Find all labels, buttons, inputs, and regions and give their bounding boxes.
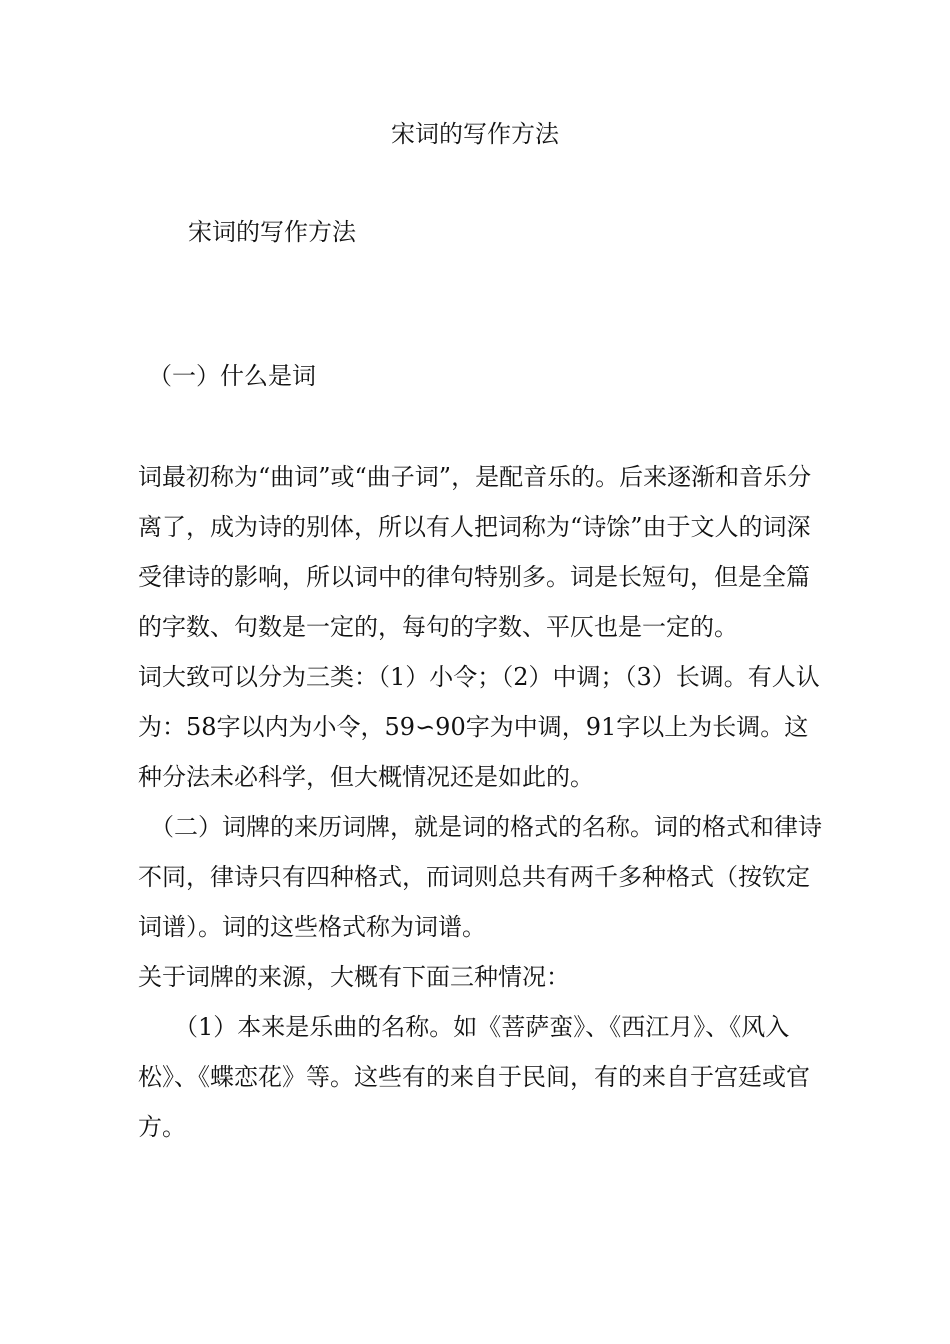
paragraph-what-is-ci: 词最初称为“曲词”或“曲子词”，是配音乐的。后来逐渐和音乐分离了，成为诗的别体，所以有人把词称为“诗馀”由于文人的词深受律诗的影响，所以词中的律句特别多。词是长短句，但是全篇的字数、句数是一定的，每句的字数、平仄也是一定的。 <box>138 463 812 641</box>
document-title: 宋词的写作方法 <box>391 120 559 148</box>
section-heading: （一）什么是词 <box>148 362 316 390</box>
document-subtitle: 宋词的写作方法 <box>188 218 356 246</box>
paragraph-ci-categories: 词大致可以分为三类：（1）小令；（2）中调；（3）长调。有人认为：58字以内为小令，59∽90字为中调，91字以上为长调。这种分法未必科学，但大概情况还是如此的。 <box>138 663 820 791</box>
body-text <box>138 452 822 1152</box>
paragraph-cipai-origin: （二）词牌的来历词牌，就是词的格式的名称。词的格式和律诗不同，律诗只有四种格式，而词则总共有两千多种格式（按钦定词谱）。词的这些格式称为词谱。 <box>138 813 822 941</box>
paragraph-cipai-sources: 关于词牌的来源，大概有下面三种情况： <box>138 963 570 991</box>
paragraph-source-one: （1）本来是乐曲的名称。如《菩萨蛮》、《西江月》、《风入松》、《蝶恋花》等。这些有的来自于民间，有的来自于宫廷或官方。 <box>138 1013 810 1141</box>
